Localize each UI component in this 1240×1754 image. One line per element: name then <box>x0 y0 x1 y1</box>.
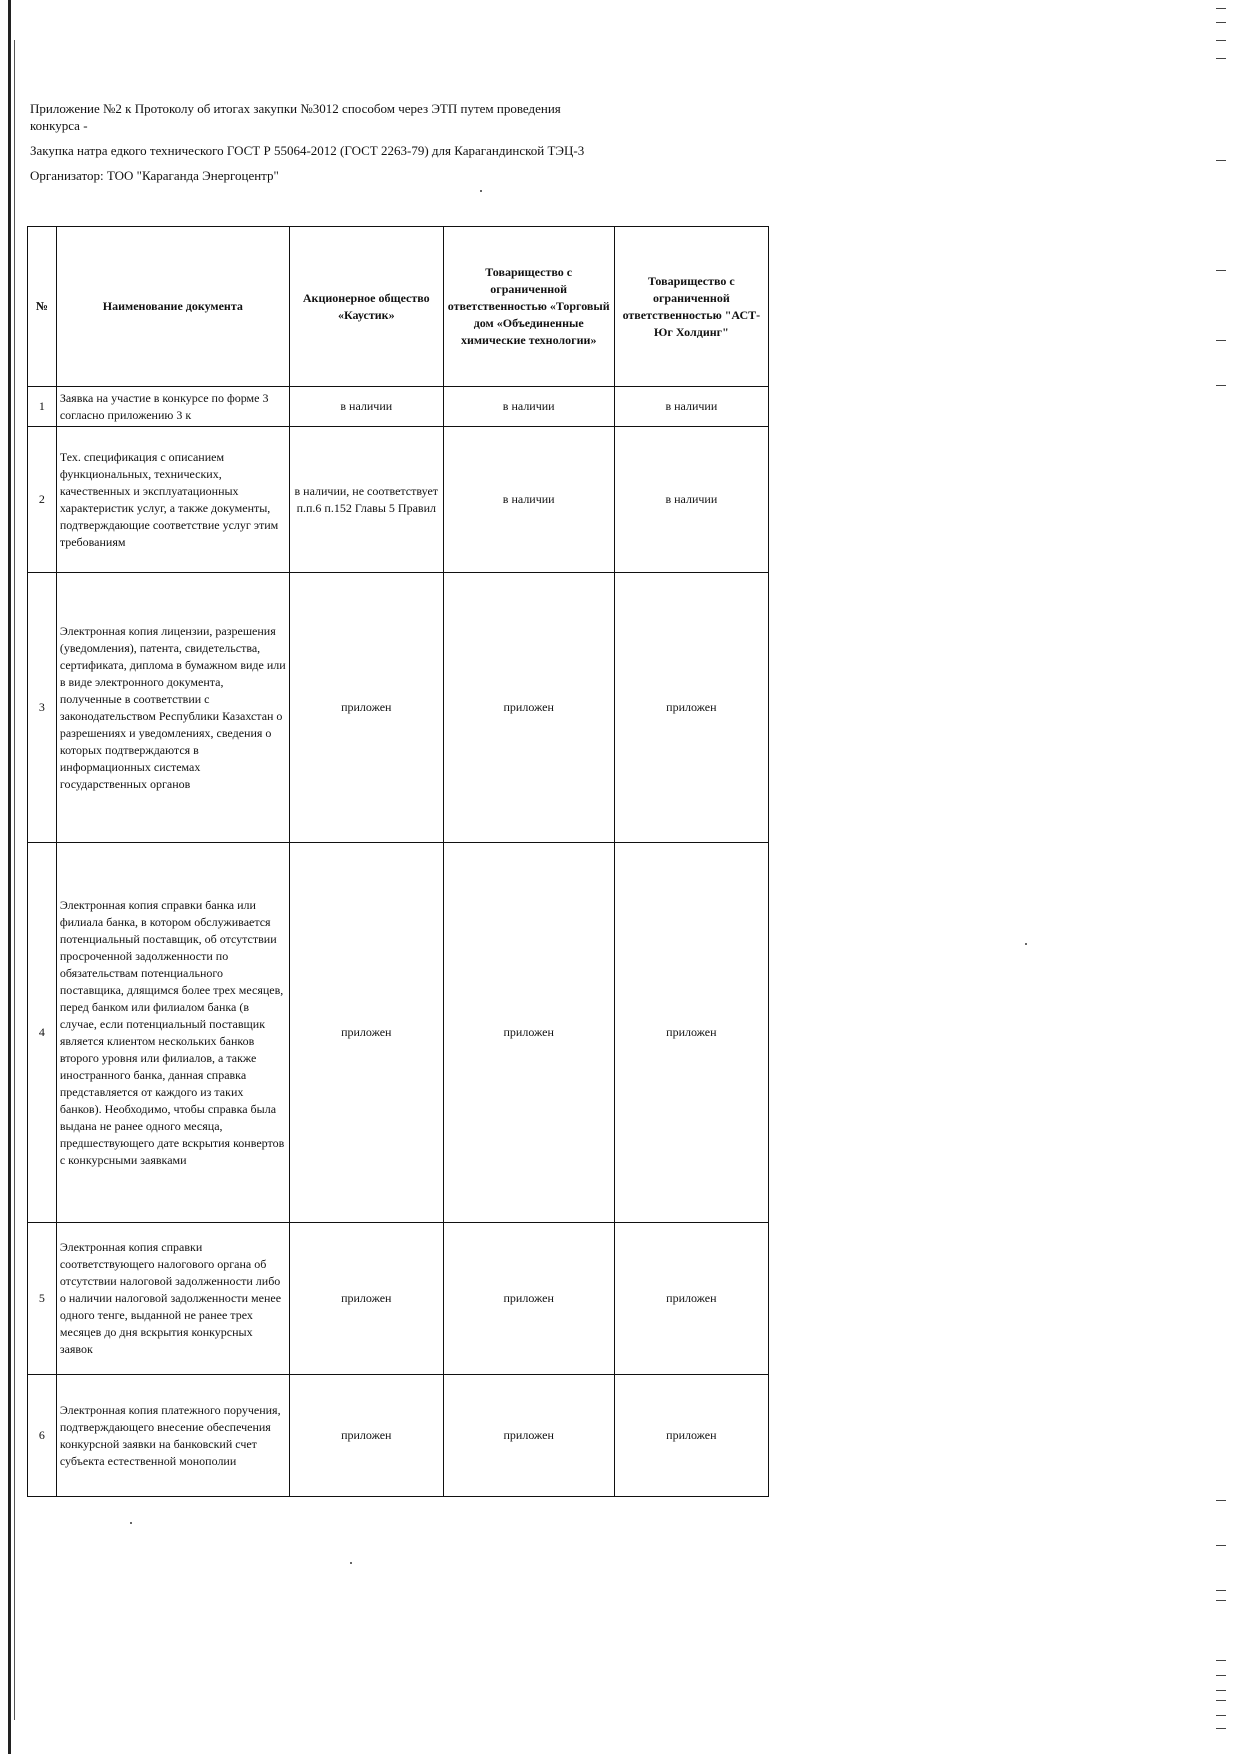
row-document: Электронная копия платежного поручения, подтверждающего внесение обеспечения конкурсной заявки на банковский счет субъекта естественной монополии <box>56 1375 289 1497</box>
table-row <box>28 1375 769 1497</box>
table-row <box>28 573 769 843</box>
row-bidder-1-status: приложен <box>289 843 443 1223</box>
table-row <box>28 387 769 427</box>
row-bidder-3-status: приложен <box>614 573 768 843</box>
row-document: Электронная копия справки банка или филиала банка, в котором обслуживается потенциальный поставщик, об отсутствии просроченной задолженности по обязательствам потенциального поставщика, длящимся более трех месяцев, перед банком или филиалом банка (в случае, если потенциальный поставщик является клиентом нескольких банков второго уровня или филиалов, а также иностранного банка, данная справка представляется от каждого из таких банков). Необходимо, чтобы справка была выдана не ранее одного месяца, предшествующего дате вскрытия конвертов с конкурсными заявками <box>56 843 289 1223</box>
document-header <box>30 100 590 192</box>
table-header-row <box>28 227 769 387</box>
table-row <box>28 427 769 573</box>
scan-speck <box>480 190 482 192</box>
row-bidder-3-status: приложен <box>614 1223 768 1375</box>
scan-speck <box>350 1562 352 1564</box>
scan-edge-right <box>1210 0 1230 1754</box>
col-header-document: Наименование документа <box>56 227 289 387</box>
row-document: Электронная копия лицензии, разрешения (уведомления), патента, свидетельства, сертификата, диплома в бумажном виде или в виде электронного документа, полученные в соответствии с законодательством Республики Казахстан о разрешениях и уведомлениях, сведения о которых подтверждаются в информационных системах государственных органов <box>56 573 289 843</box>
row-bidder-1-status: приложен <box>289 1375 443 1497</box>
row-bidder-3-status: приложен <box>614 843 768 1223</box>
row-num: 3 <box>28 573 57 843</box>
row-bidder-1-status: в наличии <box>289 387 443 427</box>
col-header-num: № <box>28 227 57 387</box>
table-row <box>28 1223 769 1375</box>
row-bidder-2-status: приложен <box>443 843 614 1223</box>
row-num: 5 <box>28 1223 57 1375</box>
row-document: Тех. спецификация с описанием функциональных, технических, качественных и эксплуатационных характеристик услуг, а также документы, подтверждающие соответствие услуг этим требованиям <box>56 427 289 573</box>
comparison-table <box>27 226 769 1497</box>
row-document: Электронная копия справки соответствующего налогового органа об отсутствии налоговой задолженности либо о наличии налоговой задолженности менее одного тенге, выданной не ранее трех месяцев до дня вскрытия конкурсных заявок <box>56 1223 289 1375</box>
scan-speck <box>130 1522 132 1524</box>
row-bidder-2-status: в наличии <box>443 427 614 573</box>
row-bidder-2-status: приложен <box>443 1223 614 1375</box>
row-bidder-3-status: в наличии <box>614 427 768 573</box>
row-num: 2 <box>28 427 57 573</box>
row-bidder-1-status: приложен <box>289 573 443 843</box>
scan-speck <box>1025 943 1027 945</box>
row-bidder-3-status: в наличии <box>614 387 768 427</box>
row-bidder-1-status: в наличии, не соответствует п.п.6 п.152 Главы 5 Правил <box>289 427 443 573</box>
header-subject: Закупка натра едкого технического ГОСТ Р 55064-2012 (ГОСТ 2263-79) для Карагандинской ТЭЦ-3 <box>30 143 585 158</box>
header-title: Приложение №2 к Протоколу об итогах закупки №3012 способом через ЭТП путем проведения конкурса - <box>30 101 561 133</box>
scan-edge-line <box>14 40 15 1720</box>
row-bidder-2-status: приложен <box>443 573 614 843</box>
col-header-bidder-1: Акционерное общество «Каустик» <box>289 227 443 387</box>
row-bidder-2-status: в наличии <box>443 387 614 427</box>
row-bidder-2-status: приложен <box>443 1375 614 1497</box>
row-num: 6 <box>28 1375 57 1497</box>
col-header-bidder-2: Товарищество с ограниченной ответственностью «Торговый дом «Объединенные химические технологии» <box>443 227 614 387</box>
row-bidder-3-status: приложен <box>614 1375 768 1497</box>
row-num: 4 <box>28 843 57 1223</box>
scan-edge-left <box>8 0 11 1754</box>
row-num: 1 <box>28 387 57 427</box>
row-document: Заявка на участие в конкурсе по форме 3 согласно приложению 3 к <box>56 387 289 427</box>
header-organizer: Организатор: ТОО "Караганда Энергоцентр" <box>30 168 279 183</box>
row-bidder-1-status: приложен <box>289 1223 443 1375</box>
table-row <box>28 843 769 1223</box>
col-header-bidder-3: Товарищество с ограниченной ответственностью "АСТ-Юг Холдинг" <box>614 227 768 387</box>
